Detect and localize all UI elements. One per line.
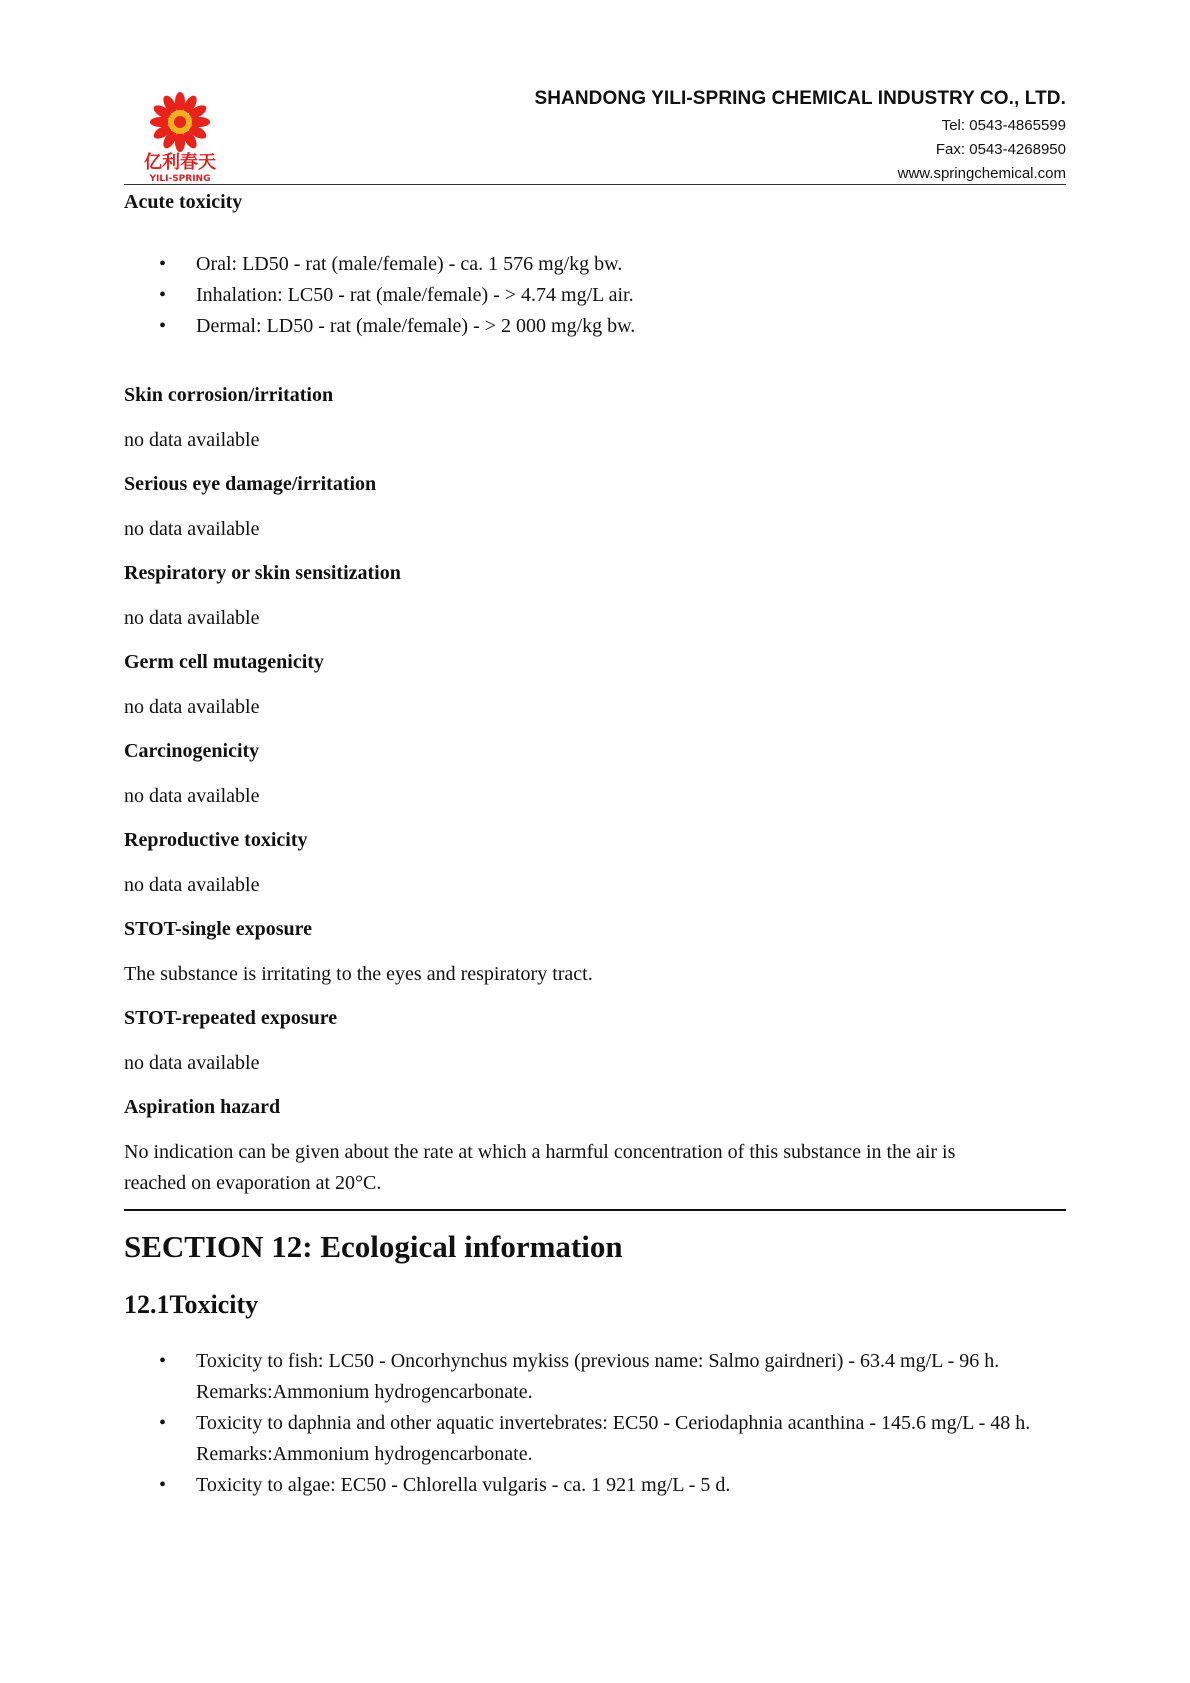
company-name: SHANDONG YILI-SPRING CHEMICAL INDUSTRY CO., LTD.	[534, 88, 1066, 109]
page-header	[124, 80, 1066, 185]
acute-toxicity-list	[124, 249, 1072, 342]
list-item: • Dermal: LD50 - rat (male/female) - > 2 000 mg/kg bw.	[124, 311, 1072, 342]
aspiration-hazard-heading: Aspiration hazard	[124, 1096, 281, 1118]
company-fax: Fax: 0543-4268950	[935, 141, 1066, 158]
section-12-title: SECTION 12: Ecological information	[124, 1229, 623, 1264]
carcinogenicity-text: no data available	[124, 785, 260, 807]
skin-corrosion-text: no data available	[124, 429, 260, 451]
list-item	[124, 1346, 1072, 1408]
document-body	[124, 189, 1072, 1501]
algae-toxicity-line: Toxicity to algae: EC50 - Chlorella vulgaris - ca. 1 921 mg/L - 5 d.	[196, 1474, 731, 1496]
daphnia-toxicity-remarks: Remarks:Ammonium hydrogencarbonate.	[196, 1443, 533, 1465]
stot-single-text: The substance is irritating to the eyes and respiratory tract.	[124, 963, 593, 985]
eye-damage-heading: Serious eye damage/irritation	[124, 473, 377, 495]
stot-single-heading: STOT-single exposure	[124, 918, 313, 940]
skin-corrosion-heading: Skin corrosion/irritation	[124, 384, 334, 406]
reproductive-toxicity-heading: Reproductive toxicity	[124, 829, 308, 851]
aspiration-hazard-text-line-2: reached on evaporation at 20°C.	[124, 1172, 382, 1194]
list-item	[124, 1408, 1072, 1470]
company-tel: Tel: 0543-4865599	[941, 117, 1066, 134]
fish-toxicity-line: Toxicity to fish: LC50 - Oncorhynchus mykiss (previous name: Salmo gairdneri) - 63.4 mg/L - 96 h.	[196, 1350, 1000, 1372]
ecotoxicity-list	[124, 1346, 1072, 1501]
logo-text-en: YILI-SPRING	[149, 174, 211, 184]
sensitization-heading: Respiratory or skin sensitization	[124, 562, 401, 584]
section-12-1-title: 12.1Toxicity	[124, 1290, 259, 1319]
list-item: • Inhalation: LC50 - rat (male/female) - > 4.74 mg/L air.	[124, 280, 1072, 311]
stot-repeated-text: no data available	[124, 1052, 260, 1074]
company-info	[534, 88, 1066, 186]
company-logo	[138, 84, 222, 184]
section-divider	[124, 1209, 1066, 1211]
eye-damage-text: no data available	[124, 518, 260, 540]
list-item	[124, 1470, 1072, 1501]
logo-text-cn: 亿利春天	[144, 152, 216, 173]
aspiration-hazard-text-line-1: No indication can be given about the rate at which a harmful concentration of this substance in the air is	[124, 1141, 956, 1163]
company-website: www.springchemical.com	[897, 165, 1066, 182]
carcinogenicity-heading: Carcinogenicity	[124, 740, 260, 762]
mutagenicity-text: no data available	[124, 696, 260, 718]
daphnia-toxicity-line: Toxicity to daphnia and other aquatic invertebrates: EC50 - Ceriodaphnia acanthina - 145.6 mg/L - 48 h.	[196, 1412, 1031, 1434]
mutagenicity-heading: Germ cell mutagenicity	[124, 651, 324, 673]
sensitization-text: no data available	[124, 607, 260, 629]
stot-repeated-heading: STOT-repeated exposure	[124, 1007, 338, 1029]
list-item: • Oral: LD50 - rat (male/female) - ca. 1 576 mg/kg bw.	[124, 249, 1072, 280]
acute-toxicity-heading: Acute toxicity	[124, 191, 243, 213]
reproductive-toxicity-text: no data available	[124, 874, 260, 896]
fish-toxicity-remarks: Remarks:Ammonium hydrogencarbonate.	[196, 1381, 533, 1403]
